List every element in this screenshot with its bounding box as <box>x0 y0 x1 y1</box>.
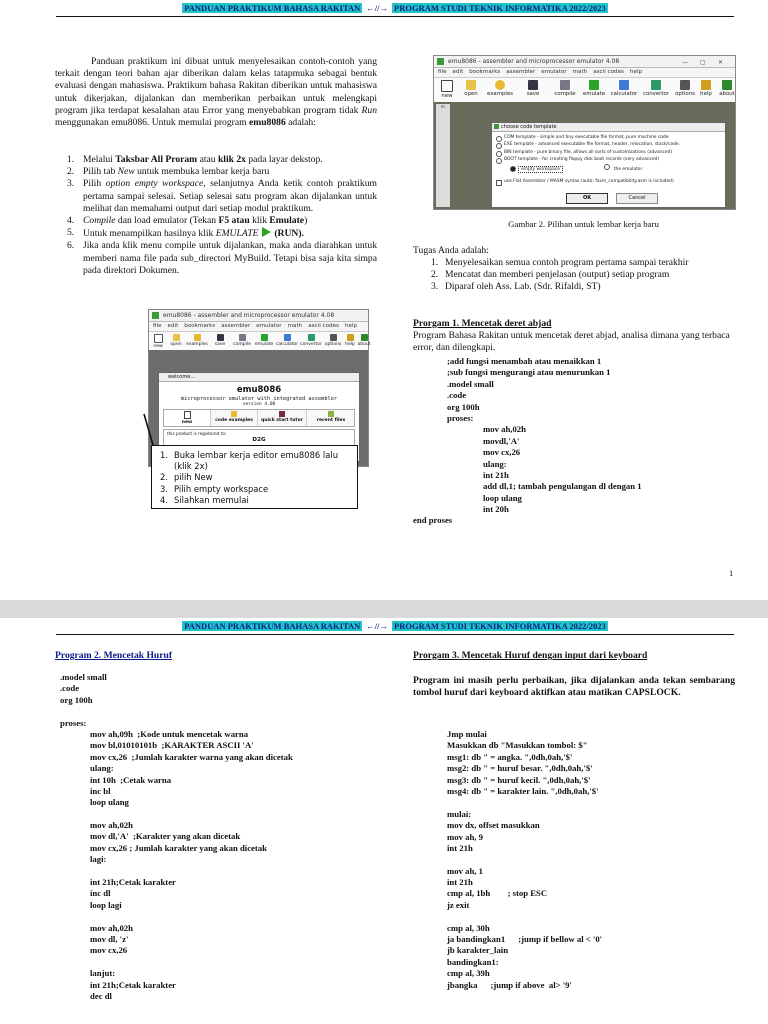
code-line: int 10h ;Cetak warna <box>90 774 172 785</box>
intro-paragraph: Panduan praktikum ini dibuat untuk menyelesaikan contoh-contoh yang terkait dengan teori bahan ajar diberikan dalam kelas tatapmuka sebagai bentuk evaluasi dengan mahasiswa. Praktikum bahasa Rakitan diberikan untuk mahasiswa untuk dikerjakan, dijalankan dan memberikan perbaikan untuk melengkapi program jika terdapat kesalahan atau Error yang menyebabkan program tidak Run menggunakan emu8086. Untuk memulai program emu8086 adalah: <box>55 56 377 129</box>
step-item: 1. Melalui Taksbar All Proram atau klik 2x pada layar dekstop. <box>67 154 323 165</box>
com-template-option[interactable]: COM template - simple and tiny executable file format, pure machine code. <box>492 134 725 141</box>
code-line: cmp al, 30h <box>447 922 490 933</box>
code-line: .code <box>60 683 80 694</box>
bin-template-option[interactable]: BIN template - pure binary file, allows all sorts of customizations (advanced) <box>492 149 725 156</box>
code-line: mov cx,26 ; Jumlah karakter yang akan dicetak <box>90 842 267 853</box>
code-line: jbangka ;jump if above al> '9' <box>447 979 572 990</box>
code-line <box>60 911 293 922</box>
fasm-syntax-checkbox[interactable]: use Flat Assembler / MASM syntax (auto: fasm_compatibility.asm is included) <box>492 178 725 185</box>
code-line: mulai: <box>447 808 472 819</box>
code-line: msg1: db " = angka. ",0dh,0ah,'$' <box>447 751 573 762</box>
code-line: int 21h <box>447 842 473 853</box>
code-line <box>413 911 602 922</box>
code-line: mov ah,09h ;Kode untuk mencetak warna <box>90 728 249 739</box>
code-template-dialog <box>491 122 726 208</box>
code-line: lanjut: <box>90 968 116 979</box>
code-line: cmp al, 1bh ; stop ESC <box>447 888 548 899</box>
page-header <box>56 2 734 17</box>
code-line <box>60 957 293 968</box>
tugas-intro: Tugas Anda adalah: <box>413 245 489 256</box>
code-line: int 21h <box>483 469 509 480</box>
tugas-item: 1. Menyelesaikan semua contoh program pertama sampai terakhir <box>431 257 689 268</box>
program-3-code <box>413 729 602 991</box>
code-line: mov bl,01010101b ;KARAKTER ASCII 'A' <box>90 740 254 751</box>
code-line: msg3: db " = huruf kecil. ",0dh,0ah,'$' <box>447 774 591 785</box>
code-line: dec dl <box>90 990 112 1001</box>
code-line <box>60 809 293 820</box>
callout-item: 1. Buka lembar kerja editor emu8086 lalu (klik 2x) <box>160 450 339 472</box>
toolbar <box>434 78 735 103</box>
app-icon <box>152 312 159 319</box>
cancel-button[interactable]: Cancel <box>616 193 658 204</box>
page-number: 1 <box>729 568 734 578</box>
step-item: 3. Pilih option empty workspace, selanjutnya Anda ketik contoh praktikum pertama sampai selesai. Setiap selesai satu program akan dijalankan untuk melihat dan memahami output dari setiap modul praktikum. <box>67 178 377 214</box>
app-tagline: microprocessor emulator with integrated assembler <box>180 396 338 402</box>
code-line: cmp al, 39h <box>447 968 490 979</box>
code-line: jb karakter_lain <box>447 945 509 956</box>
window-titlebar: emu8086 - assembler and microprocessor emulator 4.08 <box>149 310 368 322</box>
menu-bar: file edit bookmarks assembler emulator math ascii codes help <box>149 322 368 332</box>
empty-workspace-radio[interactable] <box>510 166 516 172</box>
code-line: int 21h;Cetak karakter <box>90 979 176 990</box>
code-line: int 21h <box>447 877 473 888</box>
code-line: mov cx,26 ;Jumlah karakter warna yang akan dicetak <box>90 751 293 762</box>
code-line: .code <box>447 390 467 401</box>
code-line: mov dx, offset masukkan <box>447 820 540 831</box>
window-titlebar: emu8086 - assembler and microprocessor emulator 4.08 — ▢ ✕ <box>434 56 735 68</box>
code-line <box>413 797 602 808</box>
code-line <box>60 706 293 717</box>
code-line: loop lagi <box>90 899 122 910</box>
code-line: mov ah,02h <box>90 820 133 831</box>
calculator-tool-button[interactable]: calculator <box>608 80 640 97</box>
welcome-buttons <box>163 409 355 427</box>
code-line: org 100h <box>447 401 480 412</box>
quick-start-tutor-button[interactable]: quick start tutor <box>258 410 307 426</box>
template-screenshot <box>433 55 736 210</box>
code-line: movdl,'A' <box>483 435 520 446</box>
menu-bar: file edit bookmarks assembler emulator math ascii codes help <box>434 68 735 78</box>
code-line: end proses <box>413 515 453 526</box>
program-1-code <box>413 356 642 527</box>
code-examples-button[interactable]: code examples <box>211 410 258 426</box>
exe-template-option[interactable]: EXE template - advanced executable file format, header, relocation, stack/code. <box>492 141 725 148</box>
empty-workspace-option[interactable]: empty workspace <box>518 166 563 173</box>
code-line: Masukkan db "Masukkan tombol: $" <box>447 740 588 751</box>
dialog-titlebar: welcome... <box>159 373 359 382</box>
document-page-2 <box>0 618 768 1024</box>
recent-files-button[interactable]: recent files <box>307 410 355 426</box>
code-line: msg4: db " = karakter lain. ",0dh,0ah,'$' <box>447 785 599 796</box>
page-gap <box>0 600 768 618</box>
code-line: loop ulang <box>483 492 522 503</box>
step-item: 2. Pilih tab New untuk membuka lembar kerja baru <box>67 166 270 178</box>
tugas-item: 3. Diparaf oleh Ass. Lab. (Sdr. Rifaldi, ST) <box>431 281 601 293</box>
examples-tool-button[interactable]: examples <box>484 80 516 97</box>
instruction-callout <box>151 445 358 509</box>
code-line: int 20h <box>483 504 509 515</box>
code-line: msg2: db " = huruf besar. ",0dh,0ah,'$' <box>447 763 593 774</box>
page-header: PANDUAN PRAKTIKUM BAHASA RAKITAN ←//→ PROGRAM STUDI TEKNIK INFORMATIKA 2022/2023 <box>56 620 734 635</box>
code-line: org 100h <box>60 694 93 705</box>
app-version: version 4.08 <box>242 402 276 407</box>
code-line: ulang: <box>483 458 507 469</box>
ok-button[interactable]: OK <box>566 193 608 204</box>
code-line: mov ah, 9 <box>447 831 483 842</box>
program-3-description: Program ini masih perlu perbaikan, jika dijalankan anda tekan sembarang tombol huruf dari keyboard aktifkan atau matikan CAPSLOCK. <box>413 675 735 699</box>
code-line: mov ah,02h <box>483 424 526 435</box>
help-tool-button[interactable]: help <box>696 80 716 97</box>
header-right: PROGRAM STUDI TEKNIK INFORMATIKA 2022/2023 <box>394 3 606 13</box>
code-line: int 21h;Cetak karakter <box>90 877 176 888</box>
figure-caption: Gambar 2. Pilihan untuk lembar kerja baru <box>508 219 659 229</box>
step-item: 6. Jika anda klik menu compile untuk dijalankan, maka anda diarahkan untuk memberi nama file pada sub_directori MyBuild. Tetapi bisa saja kita simpa pada direktori Dokumen. <box>67 240 377 276</box>
code-line <box>60 866 293 877</box>
code-line: mov dl,'A' ;Karakter yang akan dicetak <box>90 831 241 842</box>
code-line <box>413 854 602 865</box>
program-1-title: Prorgam 1. Mencetak deret abjad <box>413 318 552 329</box>
dialog-titlebar: choose code template <box>492 123 725 132</box>
save-tool-button[interactable]: save <box>520 80 546 97</box>
workspace-options: empty workspace the emulator <box>492 164 725 173</box>
tugas-item: 2. Mencatat dan memberi penjelasan (output) setiap program <box>431 269 670 281</box>
code-line: .model small <box>447 378 494 389</box>
code-line: inc bl <box>90 785 111 796</box>
step-item: 4. Compile dan load emulator (Tekan F5 atau klik Emulate) <box>67 215 308 227</box>
options-tool-button[interactable]: options <box>672 80 698 97</box>
code-line: mov cx,26 <box>483 447 521 458</box>
code-line: mov dl, 'z' <box>90 933 129 944</box>
step-item: 5. Untuk menampilkan hasilnya klik EMULATE (RUN). <box>67 227 304 240</box>
callout-item: 2. pilih New <box>160 472 213 483</box>
about-tool-button[interactable]: about <box>716 80 738 97</box>
code-line: ;sub fungsi mengurangi atau menurunkan 1 <box>447 367 611 378</box>
header-left: PANDUAN PRAKTIKUM BAHASA RAKITAN <box>184 3 361 13</box>
code-line: inc dl <box>90 888 111 899</box>
program-2-code <box>60 672 293 1002</box>
run-icon <box>261 227 272 237</box>
program-3-title: Prorgam 3. Mencetak Huruf dengan input dari keyboard <box>413 650 648 661</box>
code-line: loop ulang <box>90 797 129 808</box>
header-arrow: ←//→ <box>366 3 389 13</box>
new-tool-button[interactable]: new <box>434 80 460 99</box>
emulate-tool-button[interactable]: emulate <box>580 80 608 97</box>
code-line: ja bandingkan1 ;jump if bellow al < '0' <box>447 934 603 945</box>
code-line: ;add fungsi menambah atau menaikkan 1 <box>447 356 602 366</box>
code-line: mov ah,02h <box>90 922 133 933</box>
open-tool-button[interactable]: open <box>458 80 484 97</box>
code-line: Jmp mulai <box>447 729 487 739</box>
callout-item: 4. Silahkan memulai <box>160 494 249 505</box>
code-line: jz exit <box>447 899 470 910</box>
convertor-tool-button[interactable]: convertor <box>640 80 672 97</box>
boot-template-option[interactable]: BOOT template - for creating floppy disk boot records (very advanced) <box>492 156 725 163</box>
steps-list <box>55 154 377 277</box>
welcome-screenshot <box>148 309 369 467</box>
program-1-description: Program Bahasa Rakitan untuk mencetak deret abjad, analisa dimana yang terbaca error, dan dilengkapi. <box>413 330 730 354</box>
tugas-list <box>413 257 735 294</box>
program-2-title: Program 2. Mencetak Huruf <box>55 650 173 661</box>
code-line: add dl,1; tambah pengulangan dl dengan 1 <box>483 481 642 492</box>
code-line: proses: <box>447 412 474 423</box>
code-line: ulang: <box>90 763 114 774</box>
callout-item: 3. Pilih empty workspace <box>160 483 269 494</box>
compile-tool-button[interactable]: compile <box>550 80 580 97</box>
app-name: emu8086 <box>236 385 282 395</box>
code-line: .model small <box>60 672 107 682</box>
registration-box: this product is registered to: D2G <box>163 429 355 461</box>
code-line: lagi: <box>90 854 107 865</box>
line-number-gutter: 01 <box>436 104 450 207</box>
welcome-new-button[interactable]: new <box>164 410 211 426</box>
code-line: mov cx,26 <box>90 945 128 956</box>
code-line: bandingkan1: <box>447 956 499 967</box>
emulator-radio[interactable] <box>604 164 610 170</box>
toolbar: new open examples save compile emulate calculator convertor options help about <box>149 332 368 351</box>
app-icon <box>437 58 444 65</box>
code-line: proses: <box>60 717 87 728</box>
code-line: mov ah, 1 <box>447 865 483 876</box>
